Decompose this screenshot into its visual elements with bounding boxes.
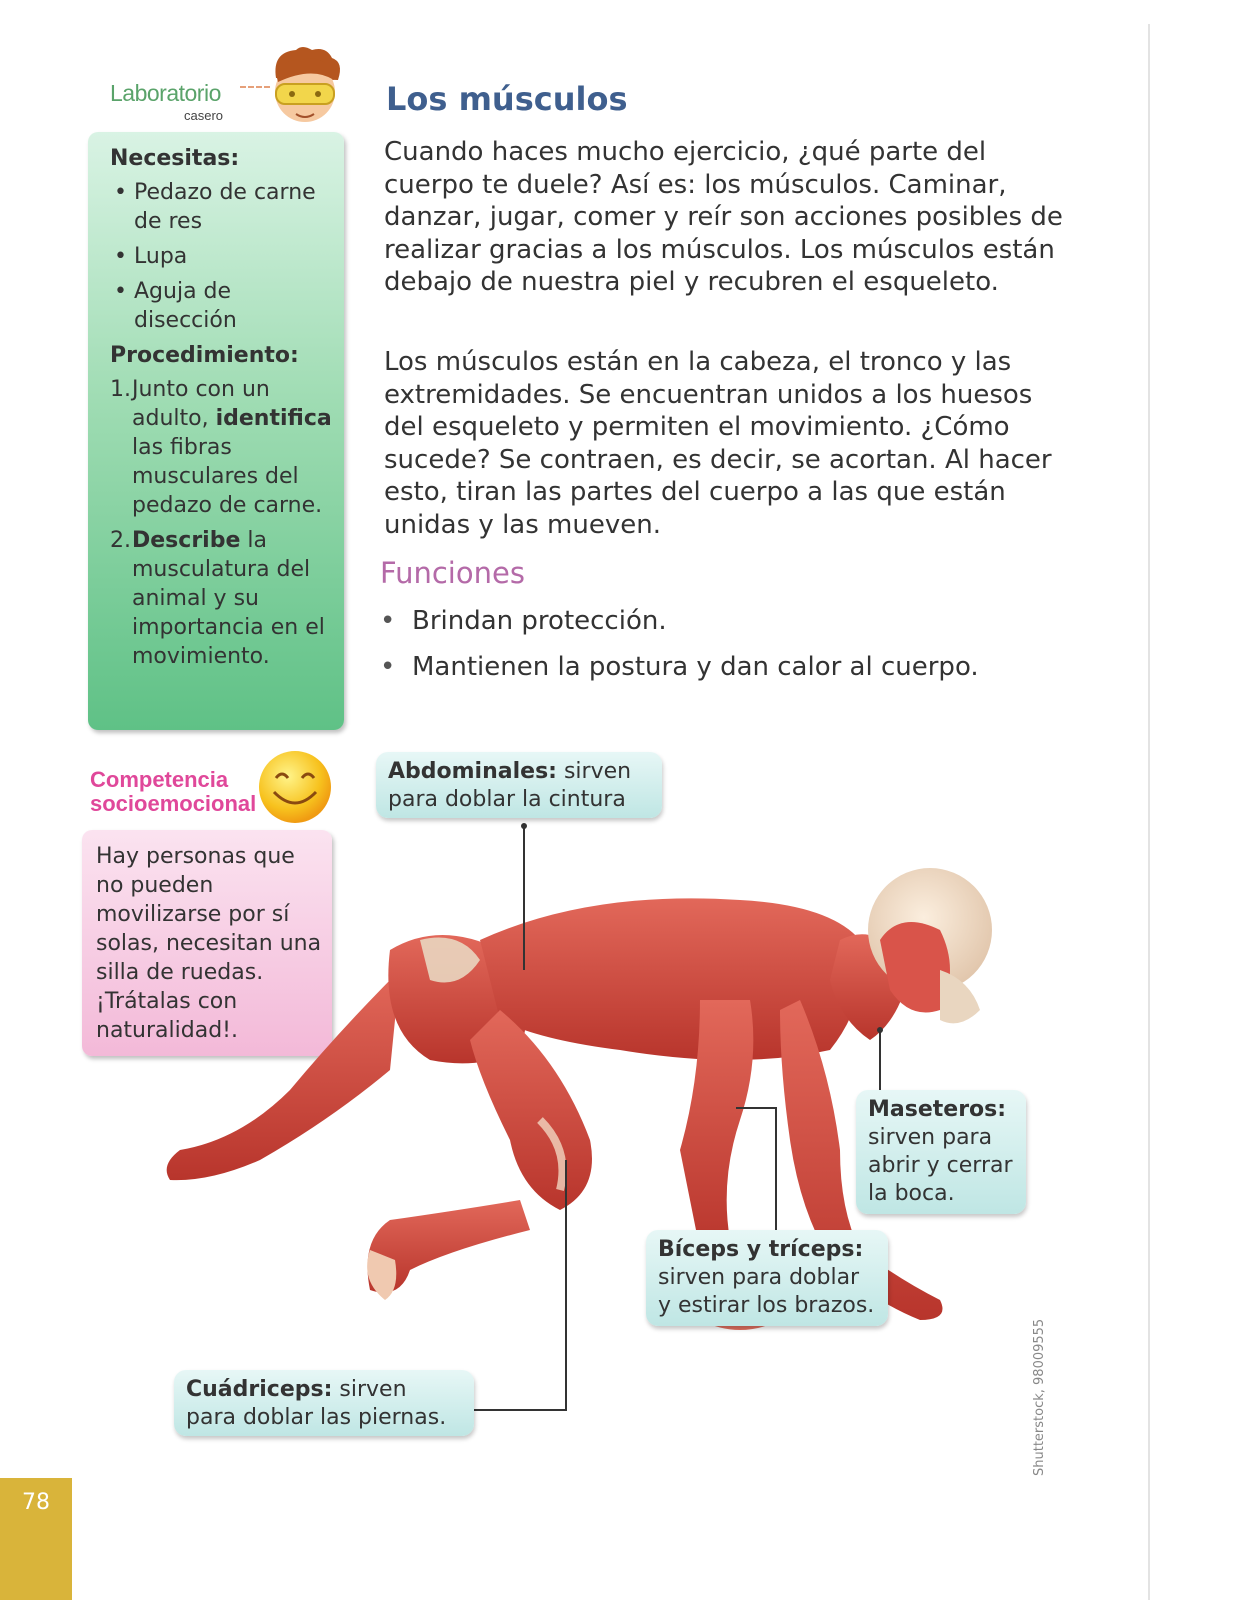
needs-item: • Lupa: [110, 242, 332, 271]
smiley-face-icon: [256, 748, 334, 826]
needs-heading: Necesitas:: [110, 146, 240, 171]
functions-list: [380, 604, 979, 696]
competencia-box: Hay personas que no pueden movilizarse por sí solas, necesitan una silla de ruedas. ¡Trátalas con naturalidad!.: [82, 830, 332, 1056]
page-title: Los músculos: [386, 80, 628, 118]
label-abdominales: Abdominales: sirven para doblar la cintura: [376, 752, 662, 818]
procedure-heading: Procedimiento:: [110, 343, 299, 368]
lab-materials-box: [88, 132, 344, 730]
needs-item: • Aguja de disección: [110, 277, 332, 335]
procedure-step: 2. Describe la musculatura del animal y su importancia en el movimiento.: [110, 528, 325, 669]
page-edge-line: [1148, 24, 1150, 1600]
paragraph-intro: Cuando haces mucho ejercicio, ¿qué parte del cuerpo te duele? Así es: los músculos. Caminar, danzar, jugar, comer y reír son acciones posibles de realizar gracias a los músculos. Los músculos están debajo de nuestra piel y recubren el esqueleto.: [384, 137, 1063, 297]
function-item: • Brindan protección.: [380, 604, 979, 638]
label-biceps-triceps: Bíceps y tríceps: sirven para doblar y estirar los brazos.: [646, 1230, 888, 1326]
needs-list: [110, 178, 332, 335]
label-cuadriceps: Cuádriceps: sirven para doblar las piernas.: [174, 1370, 474, 1436]
procedure-step: 1. Junto con un adulto, identifica las fibras musculares del pedazo de carne.: [110, 377, 332, 518]
image-credit: Shutterstock, 98009555: [1032, 1318, 1047, 1476]
procedure-list: [110, 375, 332, 671]
function-item: • Mantienen la postura y dan calor al cuerpo.: [380, 650, 979, 684]
competencia-title: Competencia socioemocional: [90, 767, 257, 816]
functions-title: Funciones: [380, 556, 525, 590]
lab-title: Laboratorio: [110, 80, 221, 106]
paragraph-movement: Los músculos están en la cabeza, el tronco y las extremidades. Se encuentran unidos a los huesos del esqueleto y permiten el movimiento. ¿Cómo sucede? Se contraen, es decir, se acortan. Al hacer esto, tiran las partes del cuerpo a las que están unidas y las mueven.: [384, 347, 1052, 540]
scientist-kid-icon: [262, 44, 348, 136]
page-number: 78: [22, 1490, 50, 1515]
label-maseteros: Maseteros: sirven para abrir y cerrar la boca.: [856, 1090, 1026, 1214]
needs-item: • Pedazo de carne de res: [110, 178, 332, 236]
lab-subtitle: casero: [184, 108, 224, 123]
